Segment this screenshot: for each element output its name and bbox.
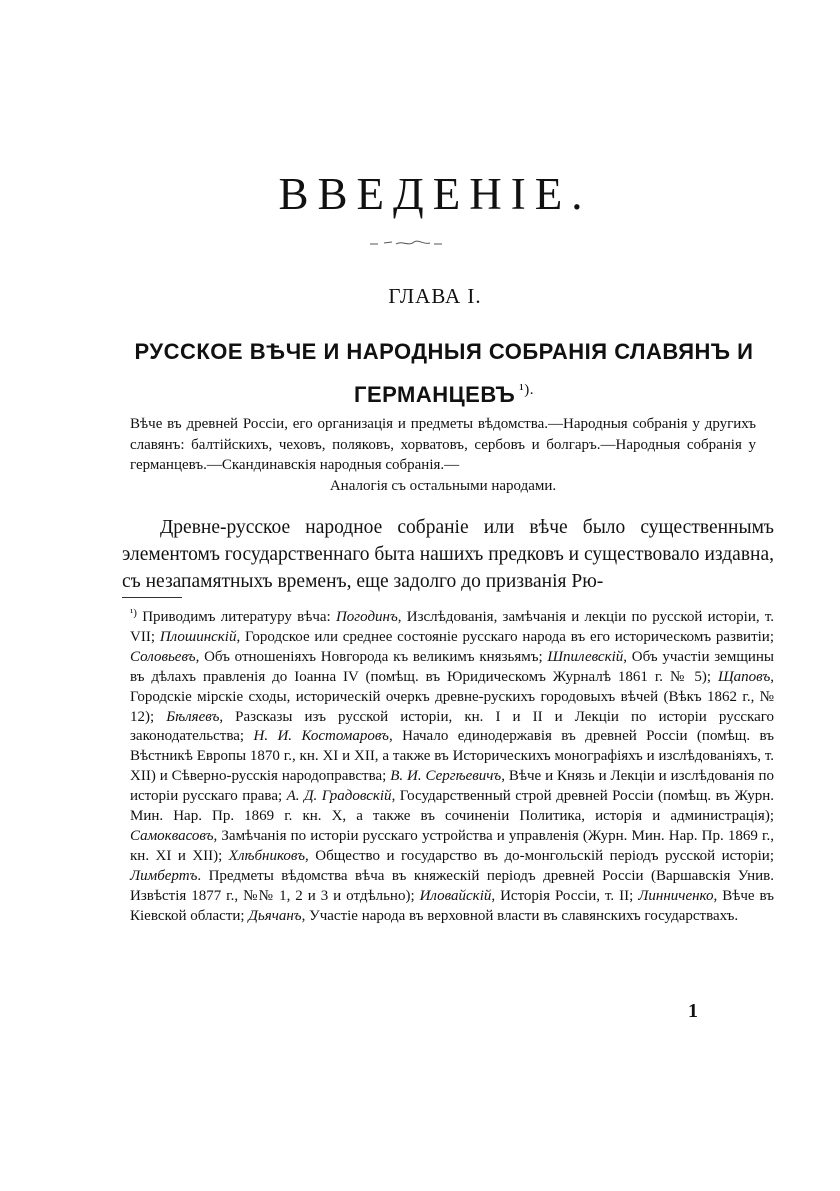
chapter-summary xyxy=(130,414,756,496)
introduction-title: ВВЕДЕНІЕ. xyxy=(278,169,592,219)
footnote-segment: , Замѣчанія по исторіи русскаго устройства и управленія (Журн. Мин. Нар. Пр. 1869 г., кн. XI и XII); xyxy=(130,827,774,864)
chapter-summary-text: Вѣче въ древней Россіи, его организація и предметы вѣдомства.—Народныя собранія у другихъ славянъ: балтійскихъ, чеховъ, поляковъ, хорватовъ, сербовъ и болгаръ.—Народныя собранія у германцевъ.—Скандинавскія народныя собранія.— xyxy=(130,416,756,473)
footnote-mark: ¹) xyxy=(130,607,137,619)
footnote-author: Лимбертъ xyxy=(130,867,198,884)
chapter-title-line-1: РУССКОЕ ВѢЧЕ И НАРОДНЫЯ СОБРАНІЯ СЛАВЯНЪ И xyxy=(134,339,754,364)
footnote-segment: , Разсказы изъ русской исторіи, кн. I и II и Лекціи по исторіи русскаго законодательства; xyxy=(130,708,775,745)
chapter-label: ГЛАВА I. xyxy=(388,284,482,308)
body-paragraph xyxy=(122,514,774,595)
footnote-segment: Приводимъ литературу вѣча: xyxy=(136,609,336,625)
chapter-title-line-2-text: ГЕРМАНЦЕВЪ xyxy=(353,382,516,407)
chapter-title xyxy=(112,333,776,414)
footnote-segment: , Исторія Россіи, т. II; xyxy=(491,887,639,904)
footnote-segment: , Участіе народа въ верховной власти въ славянскихъ государствахъ. xyxy=(301,907,739,924)
footnote-author: Погодинъ xyxy=(335,609,398,625)
footnote-segment: , Объ участіи земщины въ дѣлахъ правленія до Іоанна IV (помѣщ. въ Юридическомъ Журналѣ 1861 г. № 5); xyxy=(130,648,774,685)
footnote-author: Н. И. Костомаровъ xyxy=(253,728,389,745)
footnote-author: Линниченко xyxy=(638,887,714,904)
footnote-author: Шпилевскій xyxy=(547,648,624,665)
footnote-author: В. И. Сергѣевичъ xyxy=(390,768,502,785)
footnote-segment: , Вѣче и Князь и Лекціи и изслѣдованія по исторіи русскаго права; xyxy=(130,768,774,805)
footnote-author: Самоквасовъ xyxy=(130,827,214,844)
footnote-author: Плошинскій xyxy=(159,628,237,645)
footnote-segment: , Объ отношеніяхъ Новгорода къ великимъ князьямъ; xyxy=(195,648,548,665)
footnote-author: Хлѣбниковъ xyxy=(228,847,306,864)
footnote-author: Бѣляевъ xyxy=(166,708,220,725)
footnote-segment: , Изслѣдованія, замѣчанія и лекціи по русской исторіи, т. VII; xyxy=(130,609,774,645)
body-paragraph-text: Древне-русское народное собраніе или вѣче было существеннымъ элементомъ государственнаго быта нашихъ предковъ и существовало издавна, съ незапамятныхъ временъ, еще задолго до призванія Рю- xyxy=(122,517,774,592)
ornament-divider xyxy=(368,236,448,250)
footnote-segment: , Городское или среднее состояніе русскаго народа въ его историческомъ развитіи; xyxy=(236,628,775,645)
footnote-segment: , Вѣче въ Кіевской области; xyxy=(130,887,774,924)
footnote-reference: ¹). xyxy=(519,382,535,398)
footnote-author: Иловайскій xyxy=(419,887,492,904)
chapter-title-line-2 xyxy=(112,371,776,414)
footnote-author: А. Д. Градовскій xyxy=(286,788,392,805)
footnote-text xyxy=(130,609,774,924)
footnote-segment: , Общество и государство въ до-монгольскій періодъ русской исторіи; xyxy=(305,847,774,864)
page-number: 1 xyxy=(688,1000,698,1022)
footnote-segment: , Начало единодержавія въ древней Россіи (помѣщ. въ Вѣстникѣ Европы 1870 г., кн. XI и XII, а также въ Историческихъ монографіяхъ и изслѣдованіяхъ, т. XII) и Сѣверно-русскія народоправства; xyxy=(130,728,774,785)
footnote xyxy=(130,604,774,927)
footnote-separator xyxy=(122,597,182,598)
footnote-author: Соловьевъ xyxy=(130,648,196,665)
footnote-author: Щаповъ xyxy=(718,668,771,685)
footnote-segment: , Государственный строй древней Россіи (помѣщ. въ Журн. Мин. Нар. Пр. 1869 г. кн. X, а также въ сочиненіи Политика, исторія и администрація); xyxy=(130,788,774,825)
footnote-author: Дьячанъ xyxy=(248,907,302,924)
footnote-segment: . Предметы вѣдомства вѣча въ княжескій періодъ древней Россіи (Варшавскія Унив. Извѣстія 1877 г., №№ 1, 2 и 3 и отдѣльно); xyxy=(130,867,774,904)
chapter-summary-last-line: Аналогія съ остальными народами. xyxy=(329,477,557,494)
footnote-segment: , Городскіе мірскіе сходы, историческій очеркъ древне-рускихъ городовыхъ вѣчей (Вѣкъ 1862 г., № 12); xyxy=(130,668,774,725)
